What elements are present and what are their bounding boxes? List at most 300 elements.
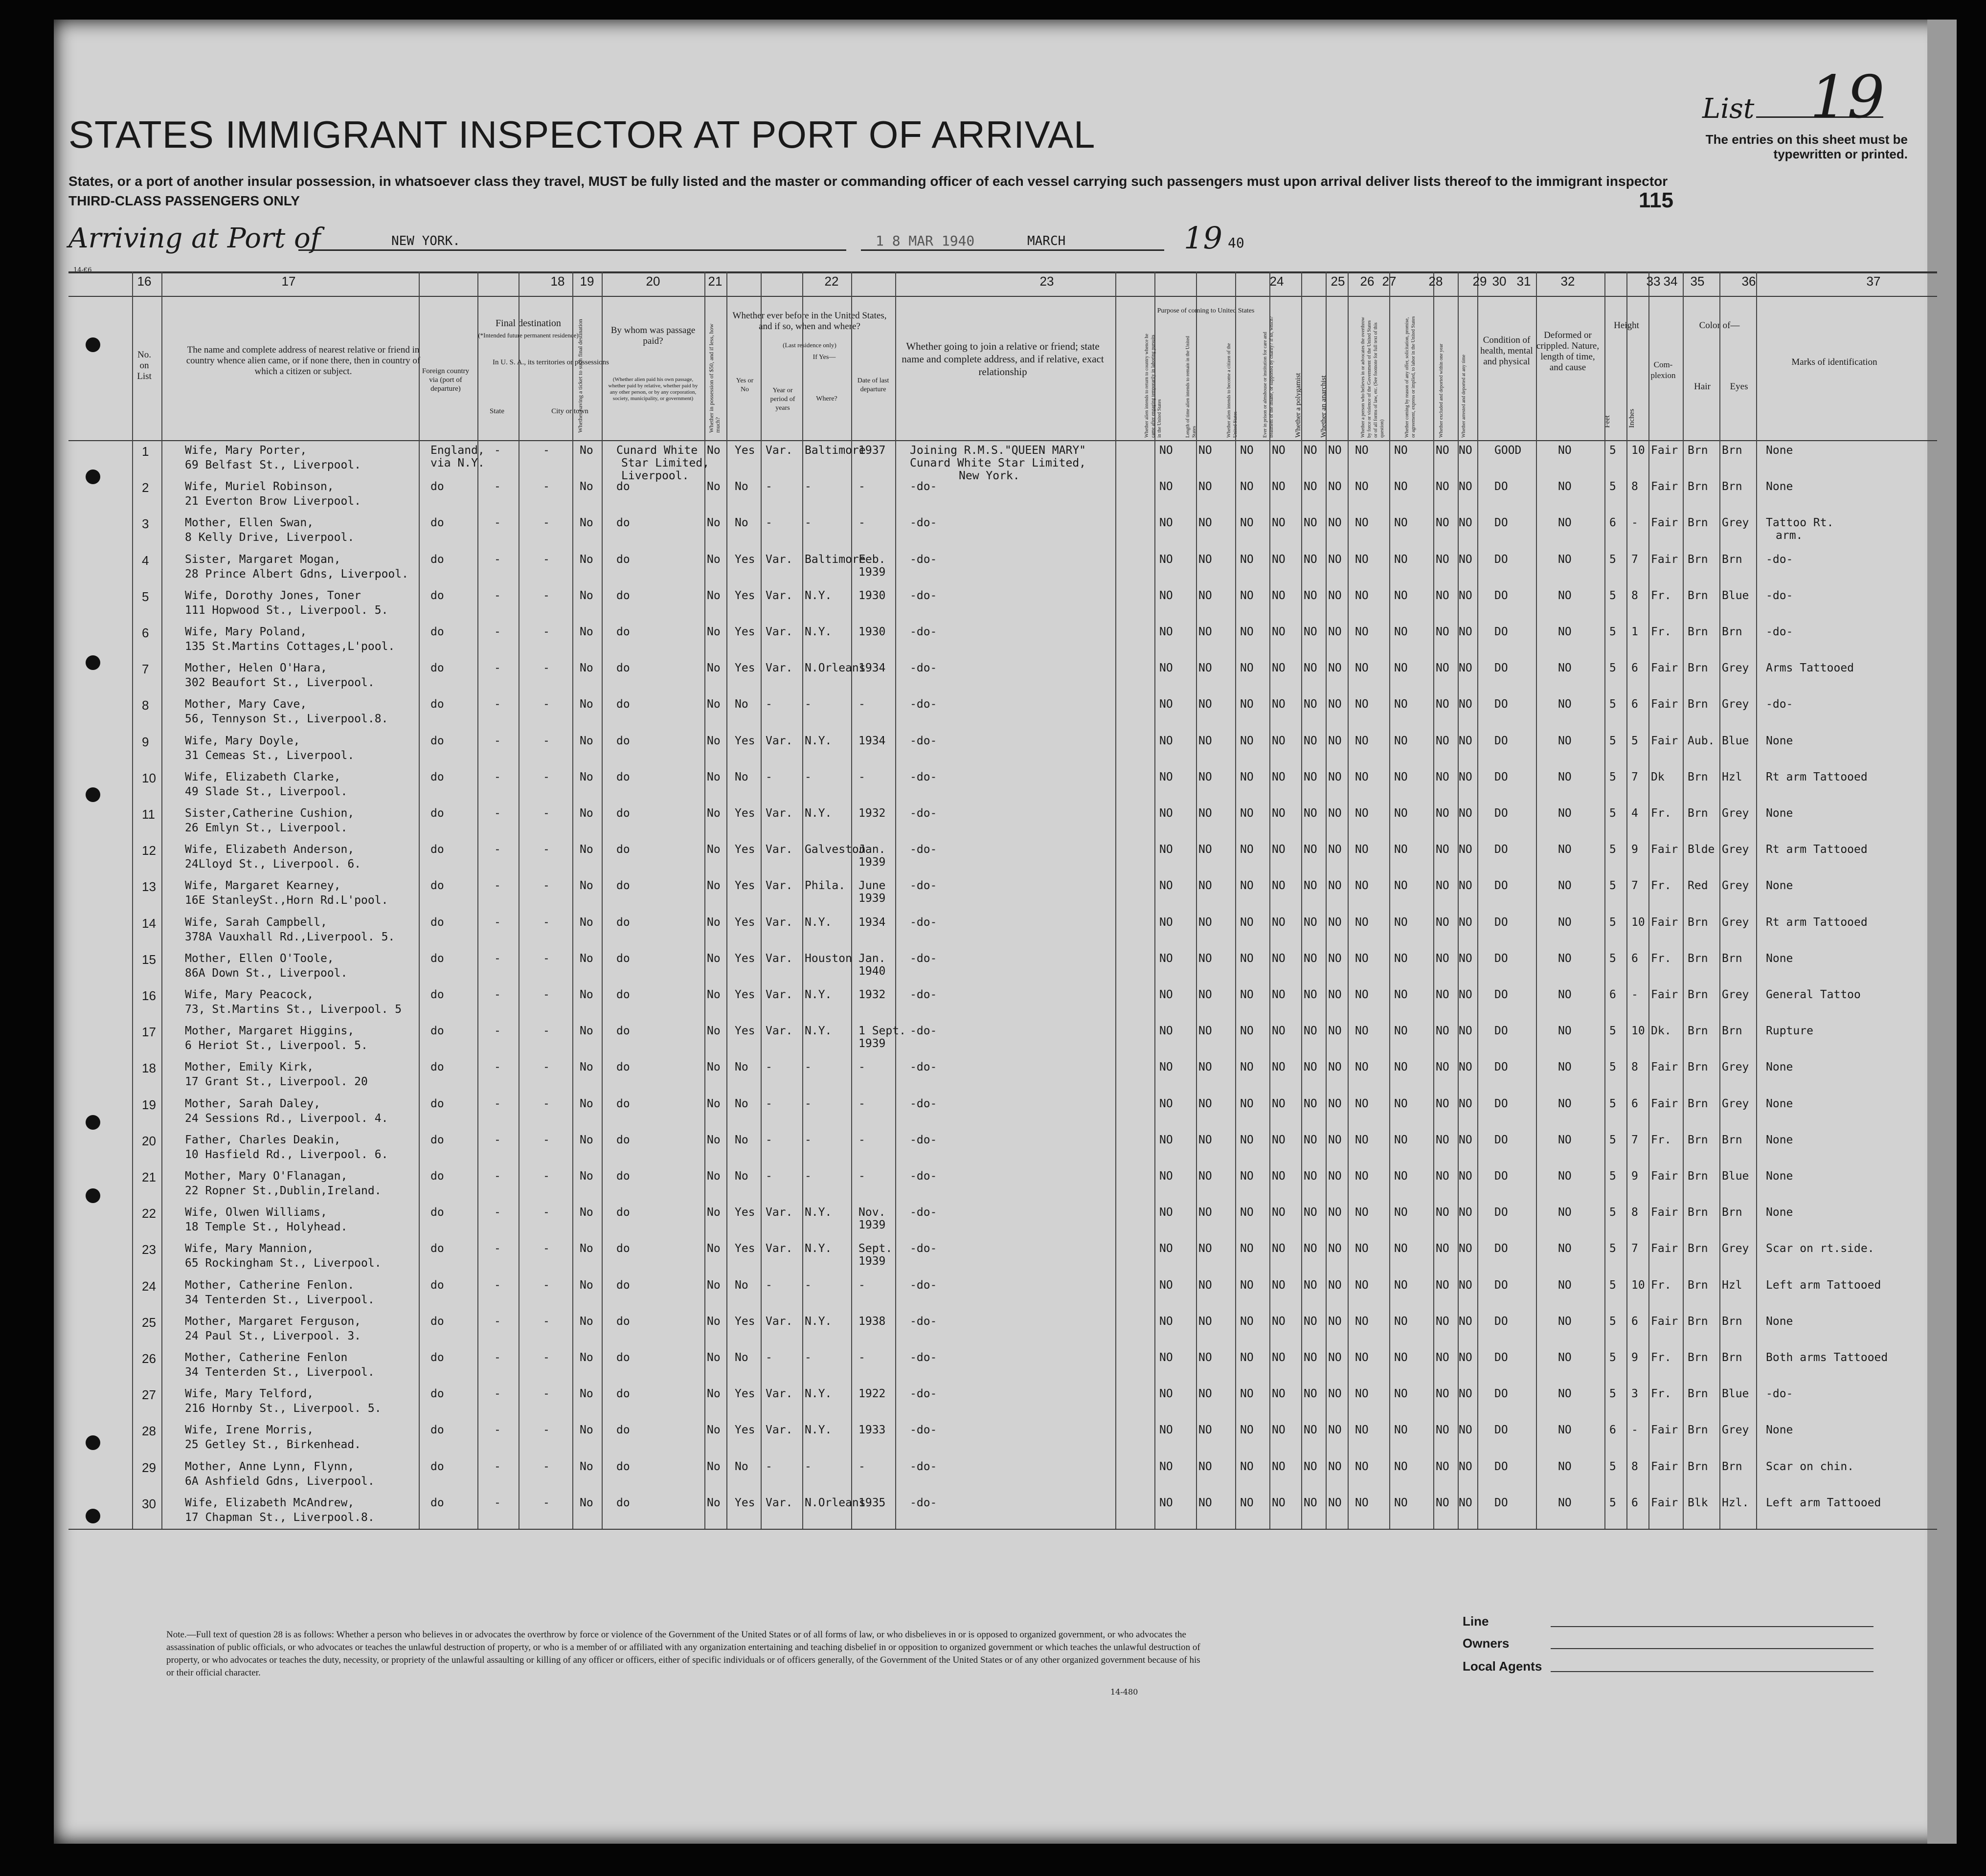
- cell-state: -: [494, 480, 501, 493]
- cell-complexion: Fair: [1651, 1061, 1678, 1074]
- cell-complexion: Fr.: [1651, 589, 1671, 602]
- cell-period: Var.: [766, 1496, 793, 1509]
- year-suffix: 40: [1228, 235, 1244, 251]
- cell-complexion: Fr.: [1651, 1351, 1671, 1364]
- cell-marks: Rt arm Tattooed: [1766, 916, 1868, 929]
- cell-q30: NO: [1436, 988, 1449, 1001]
- cell-where: -: [805, 1097, 812, 1110]
- cell-period: Var.: [766, 879, 793, 893]
- cell-join: -do-: [910, 879, 937, 893]
- cell-health: DO: [1494, 879, 1508, 893]
- cell-rel1: Wife, Muriel Robinson,: [185, 480, 334, 493]
- cell-q24a: NO: [1159, 952, 1173, 965]
- cell-period: Var.: [766, 589, 793, 602]
- cell-q24b: NO: [1198, 1170, 1212, 1183]
- cell-where: -: [805, 1460, 812, 1473]
- cell-complexion: Fair: [1651, 734, 1678, 747]
- cell-complexion: Fair: [1651, 1315, 1678, 1328]
- cell-feet: 5: [1609, 1097, 1616, 1110]
- cell-q24b: NO: [1198, 1351, 1212, 1364]
- cell-deformed: NO: [1558, 1315, 1572, 1328]
- cell-rel2: 28 Prince Albert Gdns, Liverpool.: [185, 567, 408, 581]
- column-number: 17: [281, 274, 296, 289]
- cell-ticket: No: [580, 1025, 593, 1038]
- cell-hair: Brn: [1688, 1133, 1708, 1146]
- cell-period: Var.: [766, 952, 793, 965]
- column-number: 22: [824, 274, 839, 289]
- cell-via: do: [430, 1351, 444, 1364]
- cell-city: -: [543, 589, 550, 602]
- cell-rel1: Wife, Elizabeth Anderson,: [185, 843, 355, 856]
- cell-paid: do: [616, 952, 630, 965]
- cell-q29: NO: [1394, 1278, 1408, 1292]
- cell-q28: NO: [1355, 516, 1369, 530]
- cell-q30: NO: [1436, 1097, 1449, 1110]
- cell-state: -: [494, 1025, 501, 1038]
- cell-before: Yes: [735, 589, 755, 602]
- cell-complexion: Fair: [1651, 1206, 1678, 1219]
- cell-rel1: Sister,Catherine Cushion,: [185, 807, 355, 820]
- cell-join: -do-: [910, 1387, 937, 1401]
- cell-no: 29: [142, 1460, 156, 1475]
- cell-feet: 5: [1609, 1278, 1616, 1292]
- column-number: 35: [1690, 274, 1705, 289]
- cell-q30: NO: [1436, 1061, 1449, 1074]
- cell-q24b: NO: [1198, 1424, 1212, 1437]
- cell-no: 14: [142, 916, 156, 931]
- cell-q25: NO: [1272, 1206, 1286, 1219]
- cell-state: -: [494, 1278, 501, 1292]
- cell-where: N.Y.: [805, 734, 832, 747]
- cell-health: DO: [1494, 807, 1508, 820]
- cell-feet: 5: [1609, 1133, 1616, 1146]
- cell-no: 26: [142, 1351, 156, 1366]
- cell-via: do: [430, 662, 444, 675]
- cell-q29: NO: [1394, 1206, 1408, 1219]
- cell-via: do: [430, 879, 444, 893]
- binder-hole: [86, 337, 100, 352]
- table-row: [68, 1202, 1937, 1238]
- cell-hair: Brn: [1688, 807, 1708, 820]
- cell-q26: NO: [1304, 1387, 1317, 1401]
- table-row: [68, 1166, 1937, 1202]
- cell-state: -: [494, 1206, 501, 1219]
- cell-q30: NO: [1436, 1315, 1449, 1328]
- cell-complexion: Fair: [1651, 1170, 1678, 1183]
- cell-dep: 1933: [858, 1424, 886, 1437]
- cell-q30: NO: [1436, 734, 1449, 747]
- cell-q27: NO: [1328, 625, 1342, 638]
- cell-complexion: Fair: [1651, 1097, 1678, 1110]
- cell-period: Var.: [766, 553, 793, 566]
- cell-q25: NO: [1272, 916, 1286, 929]
- cell-dep: -: [858, 1351, 865, 1364]
- cell-marks: None: [1766, 952, 1793, 965]
- cell-complexion: Fr.: [1651, 807, 1671, 820]
- cell-rel2: 56, Tennyson St., Liverpool.8.: [185, 713, 388, 726]
- cell-q24a: NO: [1159, 625, 1173, 638]
- cell-q24c: NO: [1240, 1242, 1254, 1255]
- cell-q29: NO: [1394, 589, 1408, 602]
- cell-money: No: [707, 444, 721, 457]
- cell-q24b: NO: [1198, 480, 1212, 493]
- cell-q30: NO: [1436, 1387, 1449, 1401]
- cell-before: Yes: [735, 952, 755, 965]
- cell-marks: Both arms Tattooed: [1766, 1351, 1888, 1364]
- cell-eyes: Brn: [1722, 480, 1742, 493]
- cell-paid: do: [616, 1496, 630, 1509]
- cell-complexion: Dk.: [1651, 1025, 1671, 1038]
- cell-dep: 1932: [858, 988, 886, 1001]
- cell-dep: 1932: [858, 807, 886, 820]
- cell-rel2: 73, St.Martins St., Liverpool. 5: [185, 1003, 402, 1016]
- cell-hair: Blde: [1688, 843, 1715, 856]
- cell-q31: NO: [1459, 662, 1472, 675]
- cell-city: -: [543, 444, 550, 457]
- cell-paid: do: [616, 589, 630, 602]
- cell-q29: NO: [1394, 1061, 1408, 1074]
- table-row: [68, 440, 1937, 482]
- cell-join: -do-: [910, 807, 937, 820]
- cell-q24a: NO: [1159, 1278, 1173, 1292]
- cell-money: No: [707, 1496, 721, 1509]
- cell-where: N.Y.: [805, 1242, 832, 1255]
- cell-no: 10: [142, 770, 156, 785]
- column-number: 34: [1663, 274, 1678, 289]
- cell-city: -: [543, 1206, 550, 1219]
- cell-q24c: NO: [1240, 1387, 1254, 1401]
- cell-period: Var.: [766, 988, 793, 1001]
- cell-feet: 5: [1609, 843, 1616, 856]
- cell-ticket: No: [580, 516, 593, 530]
- table-row: [68, 948, 1937, 984]
- table-row: [68, 513, 1937, 549]
- cell-q31: NO: [1459, 589, 1472, 602]
- cell-q24b: NO: [1198, 1315, 1212, 1328]
- cell-before: Yes: [735, 1387, 755, 1401]
- cell-q26: NO: [1304, 1351, 1317, 1364]
- cell-q26: NO: [1304, 1242, 1317, 1255]
- cell-via: do: [430, 807, 444, 820]
- cell-marks: Left arm Tattooed: [1766, 1278, 1881, 1292]
- cell-deformed: NO: [1558, 480, 1572, 493]
- cell-health: DO: [1494, 625, 1508, 638]
- cell-state: -: [494, 807, 501, 820]
- cell-q24b: NO: [1198, 662, 1212, 675]
- cell-paid: do: [616, 916, 630, 929]
- cell-q30: NO: [1436, 807, 1449, 820]
- cell-state: -: [494, 1496, 501, 1509]
- cell-q27: NO: [1328, 1351, 1342, 1364]
- cell-marks: None: [1766, 1097, 1793, 1110]
- header-purpose-citizen: Whether alien intends to become a citizen of the United States: [1226, 343, 1238, 438]
- cell-period: -: [766, 516, 772, 530]
- cell-q27: NO: [1328, 1424, 1342, 1437]
- cell-where: N.Orleans: [805, 662, 866, 675]
- cell-no: 1: [142, 444, 149, 459]
- header-purpose: Purpose of coming to United States: [1157, 307, 1255, 314]
- cell-q31: NO: [1459, 1025, 1472, 1038]
- cell-q27: NO: [1328, 516, 1342, 530]
- cell-q29: NO: [1394, 1097, 1408, 1110]
- cell-inches: 8: [1631, 480, 1638, 493]
- cell-marks: Left arm Tattooed: [1766, 1496, 1881, 1509]
- column-number: 19: [580, 274, 594, 289]
- cell-q29: NO: [1394, 952, 1408, 965]
- table-row: [68, 1311, 1937, 1347]
- cell-q24b: NO: [1198, 1133, 1212, 1146]
- cell-ticket: No: [580, 770, 593, 783]
- cell-feet: 5: [1609, 1206, 1616, 1219]
- cell-q27: NO: [1328, 770, 1342, 783]
- cell-before: Yes: [735, 916, 755, 929]
- cell-state: -: [494, 1460, 501, 1473]
- cell-rel1: Sister, Margaret Mogan,: [185, 553, 341, 566]
- cell-marks: None: [1766, 1424, 1793, 1437]
- cell-hair: Brn: [1688, 1061, 1708, 1074]
- cell-city: -: [543, 1460, 550, 1473]
- table-row: [68, 731, 1937, 767]
- cell-via: do: [430, 516, 444, 530]
- cell-q27: NO: [1328, 734, 1342, 747]
- cell-q24c: NO: [1240, 1097, 1254, 1110]
- cell-no: 11: [142, 807, 155, 822]
- cell-inches: 8: [1631, 589, 1638, 602]
- cell-period: -: [766, 1097, 772, 1110]
- cell-q24a: NO: [1159, 480, 1173, 493]
- cell-q31: NO: [1459, 988, 1472, 1001]
- cell-paid: do: [616, 1278, 630, 1292]
- cell-before: Yes: [735, 1496, 755, 1509]
- cell-marks: Tattoo Rt.: [1766, 516, 1834, 530]
- cell-dep: Sept.: [858, 1242, 893, 1255]
- cell-inches: -: [1631, 1424, 1638, 1437]
- line-label: Line: [1463, 1614, 1489, 1629]
- cell-eyes: Grey: [1722, 988, 1749, 1001]
- table-row: [68, 476, 1937, 513]
- cell-q24c: NO: [1240, 625, 1254, 638]
- cell-period: Var.: [766, 916, 793, 929]
- cell-paid: do: [616, 1242, 630, 1255]
- table-row: [68, 1275, 1937, 1311]
- cell-no: 5: [142, 589, 149, 604]
- cell-city: -: [543, 1242, 550, 1255]
- cell-q24a: NO: [1159, 807, 1173, 820]
- cell-ticket: No: [580, 916, 593, 929]
- cell-q28: NO: [1355, 1460, 1369, 1473]
- cell-via: do: [430, 952, 444, 965]
- column-number: 29: [1472, 274, 1487, 289]
- cell-q24c: NO: [1240, 843, 1254, 856]
- cell-health: DO: [1494, 1025, 1508, 1038]
- cell-q29: NO: [1394, 1351, 1408, 1364]
- cell-q28: NO: [1355, 843, 1369, 856]
- cell-q31: NO: [1459, 1315, 1472, 1328]
- cell-ticket: No: [580, 698, 593, 711]
- cell-dep: June: [858, 879, 886, 893]
- cell-via: do: [430, 734, 444, 747]
- cell-money: No: [707, 952, 721, 965]
- cell-no: 15: [142, 952, 156, 967]
- cell-q30: NO: [1436, 553, 1449, 566]
- cell-q27: NO: [1328, 843, 1342, 856]
- date-stamp: 1 8 MAR 1940: [876, 233, 975, 249]
- cell-q25: NO: [1272, 553, 1286, 566]
- cell-hair: Red: [1688, 879, 1708, 893]
- cell-paid2: Star Limited,: [621, 457, 710, 469]
- cell-q25: NO: [1272, 516, 1286, 530]
- cell-ticket: No: [580, 444, 593, 457]
- cell-money: No: [707, 662, 721, 675]
- cell-q28: NO: [1355, 1496, 1369, 1509]
- cell-before: No: [735, 770, 748, 783]
- cell-paid: do: [616, 1424, 630, 1437]
- cell-where: -: [805, 1133, 812, 1146]
- cell-city: -: [543, 1061, 550, 1074]
- cell-inches: 4: [1631, 807, 1638, 820]
- cell-period: -: [766, 1061, 772, 1074]
- cell-before: No: [735, 1061, 748, 1074]
- cell-inches: 7: [1631, 553, 1638, 566]
- cell-city: -: [543, 1097, 550, 1110]
- column-number: 33: [1646, 274, 1661, 289]
- cell-q25: NO: [1272, 625, 1286, 638]
- cell-complexion: Fair: [1651, 553, 1678, 566]
- cell-join: -do-: [910, 1424, 937, 1437]
- cell-period: Var.: [766, 662, 793, 675]
- header-color-of: Color of—: [1699, 320, 1740, 331]
- cell-dep2: 1939: [858, 892, 886, 905]
- header-foreign-country: Foreign country via (port of departure): [422, 367, 470, 393]
- cell-deformed: NO: [1558, 807, 1572, 820]
- table-row: [68, 622, 1937, 658]
- cell-hair: Brn: [1688, 662, 1708, 675]
- cell-via: do: [430, 553, 444, 566]
- cell-q24b: NO: [1198, 1206, 1212, 1219]
- cell-deformed: NO: [1558, 444, 1572, 457]
- cell-inches: 7: [1631, 770, 1638, 783]
- cell-period: Var.: [766, 1315, 793, 1328]
- cell-period: -: [766, 1278, 772, 1292]
- cell-marks: -do-: [1766, 698, 1793, 711]
- cell-q27: NO: [1328, 1025, 1342, 1038]
- cell-q24a: NO: [1159, 843, 1173, 856]
- cell-ticket: No: [580, 1242, 593, 1255]
- cell-hair: Brn: [1688, 1424, 1708, 1437]
- cell-marks: None: [1766, 1061, 1793, 1074]
- cell-money: No: [707, 770, 721, 783]
- cell-q29: NO: [1394, 698, 1408, 711]
- cell-health: DO: [1494, 1278, 1508, 1292]
- cell-q24b: NO: [1198, 625, 1212, 638]
- cell-q29: NO: [1394, 662, 1408, 675]
- cell-join: -do-: [910, 589, 937, 602]
- cell-health: DO: [1494, 1460, 1508, 1473]
- cell-paid: do: [616, 662, 630, 675]
- header-eyes: Eyes: [1730, 381, 1748, 392]
- cell-city: -: [543, 516, 550, 530]
- cell-q25: NO: [1272, 879, 1286, 893]
- cell-money: No: [707, 480, 721, 493]
- cell-q28: NO: [1355, 1097, 1369, 1110]
- cell-q27: NO: [1328, 662, 1342, 675]
- column-number: 18: [550, 274, 565, 289]
- cell-q25: NO: [1272, 1351, 1286, 1364]
- table-row: [68, 549, 1937, 585]
- cell-q30: NO: [1436, 1242, 1449, 1255]
- cell-dep2: 1939: [858, 1037, 886, 1050]
- cell-join: -do-: [910, 480, 937, 493]
- cell-hair: Blk: [1688, 1496, 1708, 1509]
- table-row: [68, 767, 1937, 803]
- cell-ticket: No: [580, 589, 593, 602]
- cell-q24c: NO: [1240, 734, 1254, 747]
- cell-no: 25: [142, 1315, 156, 1330]
- cell-state: -: [494, 988, 501, 1001]
- cell-marks2: arm.: [1776, 529, 1803, 542]
- cell-q27: NO: [1328, 1170, 1342, 1183]
- header-state: State: [490, 407, 504, 415]
- cell-via: do: [430, 589, 444, 602]
- cell-rel1: Mother, Emily Kirk,: [185, 1061, 314, 1074]
- cell-q24b: NO: [1198, 589, 1212, 602]
- header-purpose-length: Length of time alien intends to remain in the United States: [1185, 335, 1197, 438]
- cell-rel1: Father, Charles Deakin,: [185, 1133, 341, 1146]
- cell-rel1: Mother, Margaret Ferguson,: [185, 1315, 361, 1328]
- cell-q29: NO: [1394, 916, 1408, 929]
- cell-state: -: [494, 1315, 501, 1328]
- cell-q30: NO: [1436, 698, 1449, 711]
- cell-rel2: 216 Hornby St., Liverpool. 5.: [185, 1402, 382, 1415]
- cell-feet: 5: [1609, 770, 1616, 783]
- cell-q28: NO: [1355, 1025, 1369, 1038]
- cell-q31: NO: [1459, 879, 1472, 893]
- cell-complexion: Fair: [1651, 698, 1678, 711]
- cell-q25: NO: [1272, 698, 1286, 711]
- cell-feet: 5: [1609, 1351, 1616, 1364]
- cell-q30: NO: [1436, 916, 1449, 929]
- column-number: 27: [1382, 274, 1397, 289]
- cell-q24c: NO: [1240, 879, 1254, 893]
- cell-paid: do: [616, 734, 630, 747]
- cell-q28: NO: [1355, 1170, 1369, 1183]
- cell-city: -: [543, 625, 550, 638]
- cell-deformed: NO: [1558, 516, 1572, 530]
- cell-before: Yes: [735, 1025, 755, 1038]
- cell-join: -do-: [910, 1061, 937, 1074]
- cell-hair: Brn: [1688, 770, 1708, 783]
- cell-inches: 10: [1631, 1025, 1645, 1038]
- cell-before: Yes: [735, 879, 755, 893]
- header-anarchist: Whether an anarchist: [1320, 375, 1328, 438]
- header-relative: The name and complete address of nearest relative or friend in country whence alien came, or if none there, then in country of which a citizen or subject.: [186, 345, 421, 377]
- cell-q26: NO: [1304, 1170, 1317, 1183]
- cell-rel1: Wife, Olwen Williams,: [185, 1206, 327, 1219]
- cell-money: No: [707, 734, 721, 747]
- form-code: 14-€6: [73, 267, 92, 274]
- cell-q24c: NO: [1240, 1025, 1254, 1038]
- cell-state: -: [494, 734, 501, 747]
- cell-city: -: [543, 807, 550, 820]
- cell-q24a: NO: [1159, 444, 1173, 457]
- cell-via: do: [430, 1315, 444, 1328]
- cell-q27: NO: [1328, 1278, 1342, 1292]
- cell-q28: NO: [1355, 952, 1369, 965]
- cell-feet: 5: [1609, 1061, 1616, 1074]
- cell-rel2: 378A Vauxhall Rd.,Liverpool. 5.: [185, 930, 395, 943]
- cell-deformed: NO: [1558, 662, 1572, 675]
- cell-ticket: No: [580, 1351, 593, 1364]
